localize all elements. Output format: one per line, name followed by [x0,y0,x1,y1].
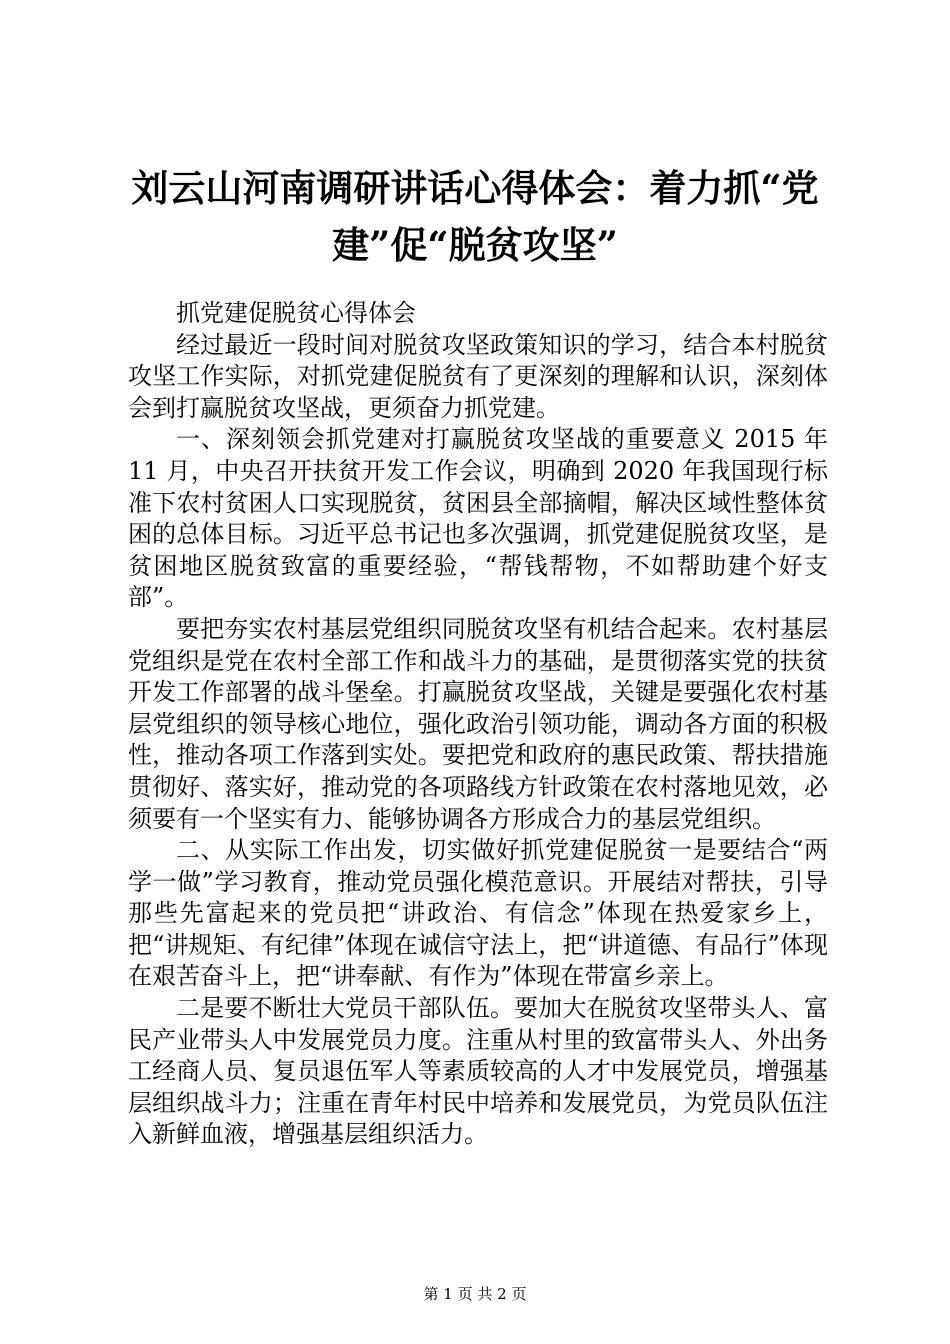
paragraph: 二是要不断壮大党员干部队伍。要加大在脱贫攻坚带头人、富民产业带头人中发展党员力度。注重从村里的致富带头人、外出务工经商人员、复员退伍军人等素质较高的人才中发展党员，增强基层组织战斗力；注重在青年村民中培养和发展党员，为党员队伍注入新鲜血液，增强基层组织活力。 [128,994,828,1149]
paragraph: 一、深刻领会抓党建对打赢脱贫攻坚战的重要意义 2015 年 11 月，中央召开扶贫开发工作会议，明确到 2020 年我国现行标准下农村贫困人口实现脱贫，贫困县全部摘帽，解决区域性整体贫困的总体目标。习近平总书记也多次强调，抓党建促脱贫攻坚，是贫困地区脱贫致富的重要经验，“帮钱帮物，不如帮助建个好支部”。 [128,425,828,612]
paragraph: 要把夯实农村基层党组织同脱贫攻坚有机结合起来。农村基层党组织是党在农村全部工作和战斗力的基础，是贯彻落实党的扶贫开发工作部署的战斗堡垒。打赢脱贫攻坚战，关键是要强化农村基层党组织的领导核心地位，强化政治引领功能，调动各方面的积极性，推动各项工作落到实处。要把党和政府的惠民政策、帮扶措施贯彻好、落实好，推动党的各项路线方针政策在农村落地见效，必须要有一个坚实有力、能够协调各方形成合力的基层党组织。 [128,614,828,833]
paragraph: 经过最近一段时间对脱贫攻坚政策知识的学习，结合本村脱贫攻坚工作实际，对抓党建促脱贫有了更深刻的理解和认识，深刻体会到打赢脱贫攻坚战，更须奋力抓党建。 [128,330,828,422]
page-footer: 第 1 页 共 2 页 [423,1285,527,1303]
document-title: 刘云山河南调研讲话心得体会：着力抓“党建”促“脱贫攻坚” [131,166,819,267]
paragraph: 二、从实际工作出发，切实做好抓党建促脱贫一是要结合“两学一做”学习教育，推动党员强化模范意识。开展结对帮扶，引导那些先富起来的党员把“讲政治、有信念”体现在热爱家乡上，把“讲规矩、有纪律”体现在诚信守法上，把“讲道德、有品行”体现在艰苦奋斗上，把“讲奉献、有作为”体现在带富乡亲上。 [128,836,828,991]
paragraph-subtitle: 抓党建促脱贫心得体会 [176,299,416,327]
document-body [128,298,828,1151]
